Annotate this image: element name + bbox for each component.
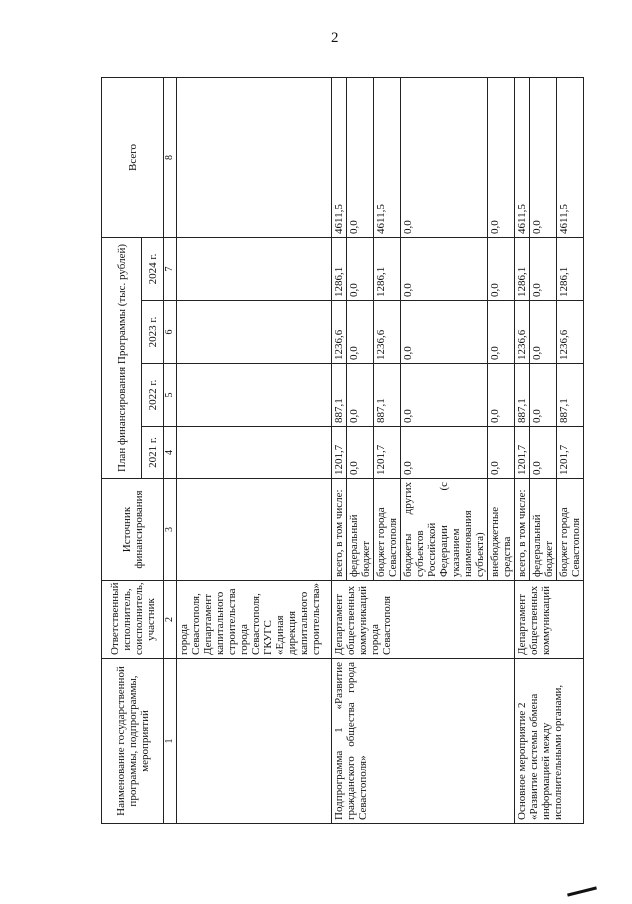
value-cell: 0,0 — [401, 301, 488, 364]
value-cell: 0,0 — [347, 427, 374, 479]
source-cell: всего, в том числе: — [515, 479, 530, 581]
value-cell: 0,0 — [488, 427, 515, 479]
value-cell: 1236,6 — [557, 301, 584, 364]
cell-empty — [177, 237, 332, 300]
header-year-2021: 2021 г. — [142, 427, 164, 479]
value-cell: 1286,1 — [515, 237, 530, 300]
value-cell: 0,0 — [530, 427, 557, 479]
source-cell: федеральный бюджет — [530, 479, 557, 581]
total-cell: 0,0 — [347, 77, 374, 237]
value-cell: 1201,7 — [515, 427, 530, 479]
header-program-name: Наименование государственной программы, подпрограммы, мероприятий — [102, 659, 164, 824]
header-source: Источник финансирования — [102, 479, 164, 581]
header-executor: Ответственный исполнитель, соисполнитель, участник — [102, 581, 164, 659]
header-year-2023: 2023 г. — [142, 301, 164, 364]
measure-executor: Департамент общественных коммуникаций — [515, 581, 584, 659]
cell-empty — [177, 77, 332, 237]
total-cell: 0,0 — [530, 77, 557, 237]
subprogram-name: Подпрограмма 1 «Развитие гражданского общества города Севастополя» — [332, 659, 515, 824]
value-cell: 0,0 — [401, 237, 488, 300]
cell-empty — [177, 479, 332, 581]
total-cell: 0,0 — [488, 77, 515, 237]
total-cell: 0,0 — [401, 77, 488, 237]
value-cell: 1286,1 — [374, 237, 401, 300]
value-cell: 1286,1 — [557, 237, 584, 300]
rotated-table-container — [101, 78, 582, 824]
scan-mark — [567, 886, 597, 896]
value-cell: 0,0 — [401, 364, 488, 427]
header-plan: План финансирования Программы (тыс. рублей) — [102, 237, 142, 478]
value-cell: 1236,6 — [332, 301, 347, 364]
col-number: 5 — [164, 364, 177, 427]
measure-name: Основное мероприятие 2 «Развитие системы обмена информацией между исполнительными органами, — [515, 659, 584, 824]
total-cell: 4611,5 — [557, 77, 584, 237]
header-year-2024: 2024 г. — [142, 237, 164, 300]
table-row — [515, 77, 530, 823]
value-cell: 1201,7 — [374, 427, 401, 479]
total-cell: 4611,5 — [374, 77, 401, 237]
source-cell: бюджеты других субъектов Российской Федерации (с указанием наименования субъекта) — [401, 479, 488, 581]
col-number: 6 — [164, 301, 177, 364]
total-cell: 4611,5 — [515, 77, 530, 237]
source-cell: бюджет города Севастополя — [374, 479, 401, 581]
col-number: 8 — [164, 77, 177, 237]
value-cell: 0,0 — [530, 301, 557, 364]
value-cell: 0,0 — [401, 427, 488, 479]
value-cell: 0,0 — [530, 364, 557, 427]
value-cell: 1201,7 — [332, 427, 347, 479]
cell-empty — [177, 659, 332, 824]
value-cell: 887,1 — [557, 364, 584, 427]
continuation-executor: города Севастополя, Департамент капитального строительства города Севастополя, ГКУГС «Единая дирекция капитального строительства» — [177, 581, 332, 659]
source-cell: бюджет города Севастополя — [557, 479, 584, 581]
value-cell: 1236,6 — [374, 301, 401, 364]
col-number: 3 — [164, 479, 177, 581]
source-cell: федеральный бюджет — [347, 479, 374, 581]
cell-empty — [177, 427, 332, 479]
col-number: 7 — [164, 237, 177, 300]
value-cell: 0,0 — [347, 301, 374, 364]
value-cell: 887,1 — [374, 364, 401, 427]
value-cell: 887,1 — [515, 364, 530, 427]
col-number: 4 — [164, 427, 177, 479]
value-cell: 0,0 — [347, 364, 374, 427]
value-cell: 0,0 — [488, 301, 515, 364]
cell-empty — [177, 364, 332, 427]
value-cell: 887,1 — [332, 364, 347, 427]
value-cell: 1236,6 — [515, 301, 530, 364]
value-cell: 0,0 — [488, 364, 515, 427]
cell-empty — [177, 301, 332, 364]
col-number: 1 — [164, 659, 177, 824]
financing-table — [101, 77, 584, 824]
col-number: 2 — [164, 581, 177, 659]
value-cell: 1286,1 — [332, 237, 347, 300]
value-cell: 0,0 — [488, 237, 515, 300]
total-cell: 4611,5 — [332, 77, 347, 237]
header-total: Всего — [102, 77, 164, 237]
subprogram-executor: Департамент общественных коммуникаций города Севастополя — [332, 581, 515, 659]
column-number-row — [164, 77, 177, 823]
value-cell: 0,0 — [530, 237, 557, 300]
source-cell: всего, в том числе: — [332, 479, 347, 581]
header-row — [102, 77, 142, 823]
header-year-2022: 2022 г. — [142, 364, 164, 427]
continuation-row — [177, 77, 332, 823]
source-cell: внебюджетные средства — [488, 479, 515, 581]
table-row — [332, 77, 347, 823]
page-number: 2 — [331, 30, 339, 46]
value-cell: 0,0 — [347, 237, 374, 300]
value-cell: 1201,7 — [557, 427, 584, 479]
